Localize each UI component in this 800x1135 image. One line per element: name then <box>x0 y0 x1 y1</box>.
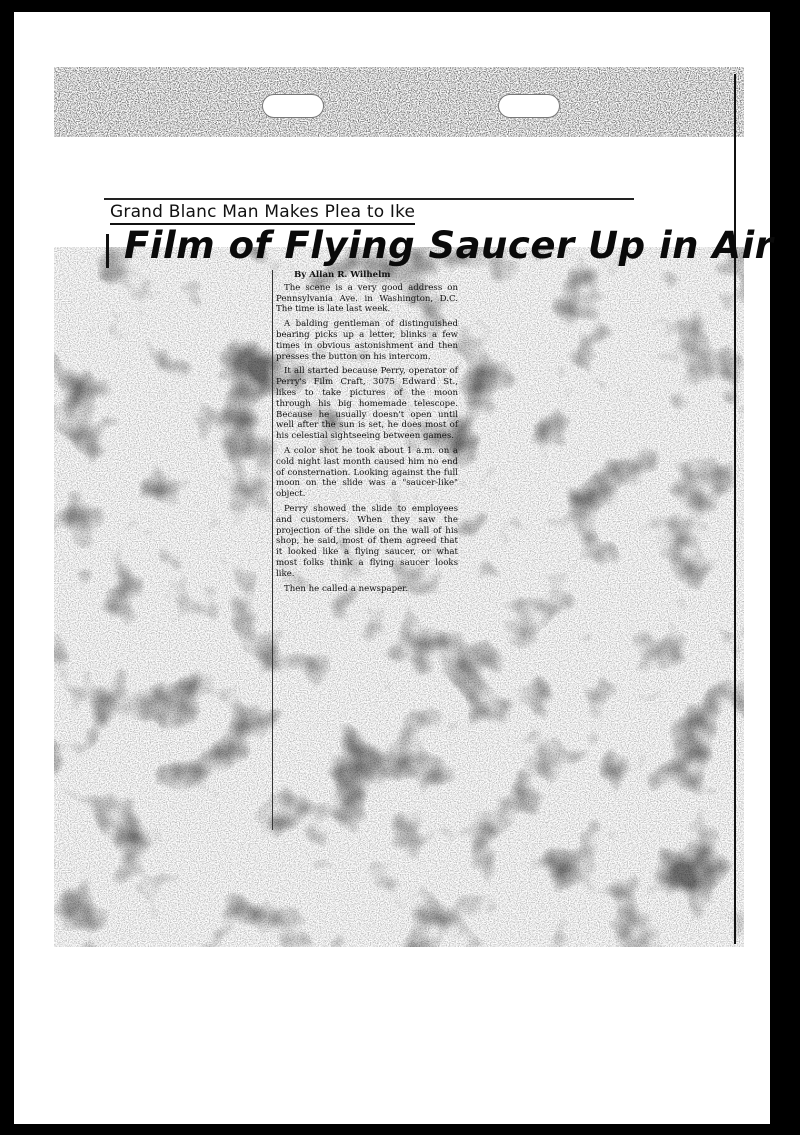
byline: By Allan R. Wilhelm <box>294 270 391 280</box>
column-rule <box>272 270 273 830</box>
main-headline: Film of Flying Saucer Up in Air <box>124 224 774 267</box>
paragraph: A balding gentleman of distinguished bearing picks up a letter, blinks a few times in obvious astonishment and then presses the button on his intercom. <box>276 319 458 362</box>
punch-hole <box>262 94 324 118</box>
document-page <box>14 12 774 1124</box>
kicker-headline: Grand Blanc Man Makes Plea to Ike <box>110 202 415 225</box>
paragraph: Then he called a newspaper. <box>284 583 409 594</box>
binding-edge <box>734 74 736 944</box>
headline-mark <box>106 234 109 268</box>
punch-hole <box>498 94 560 118</box>
article-body <box>276 270 458 598</box>
paragraph: Perry showed the slide to employees and customers. When they saw the projection of the slide on the wall of his shop, he said, most of them agreed that it looked like a flying saucer, or what most folks think a flying saucer looks like. <box>276 503 458 579</box>
header-rule <box>104 198 634 200</box>
paragraph: It all started because Perry, operator of Perry's Film Craft, 3075 Edward St., likes to take pictures of the moon through his big homemade telescope. Because he usually doesn't open until well after the sun is set, he does most of his celestial sightseeing between games. <box>276 366 458 442</box>
paragraph: The scene is a very good address on Pennsylvania Ave. in Washington, D.C. The time is late last week. <box>276 282 458 315</box>
paragraph: A color shot he took about 1 a.m. on a cold night last month caused him no end of consternation. Looking against the full moon on the slide was a "saucer-like" object. <box>276 445 458 500</box>
